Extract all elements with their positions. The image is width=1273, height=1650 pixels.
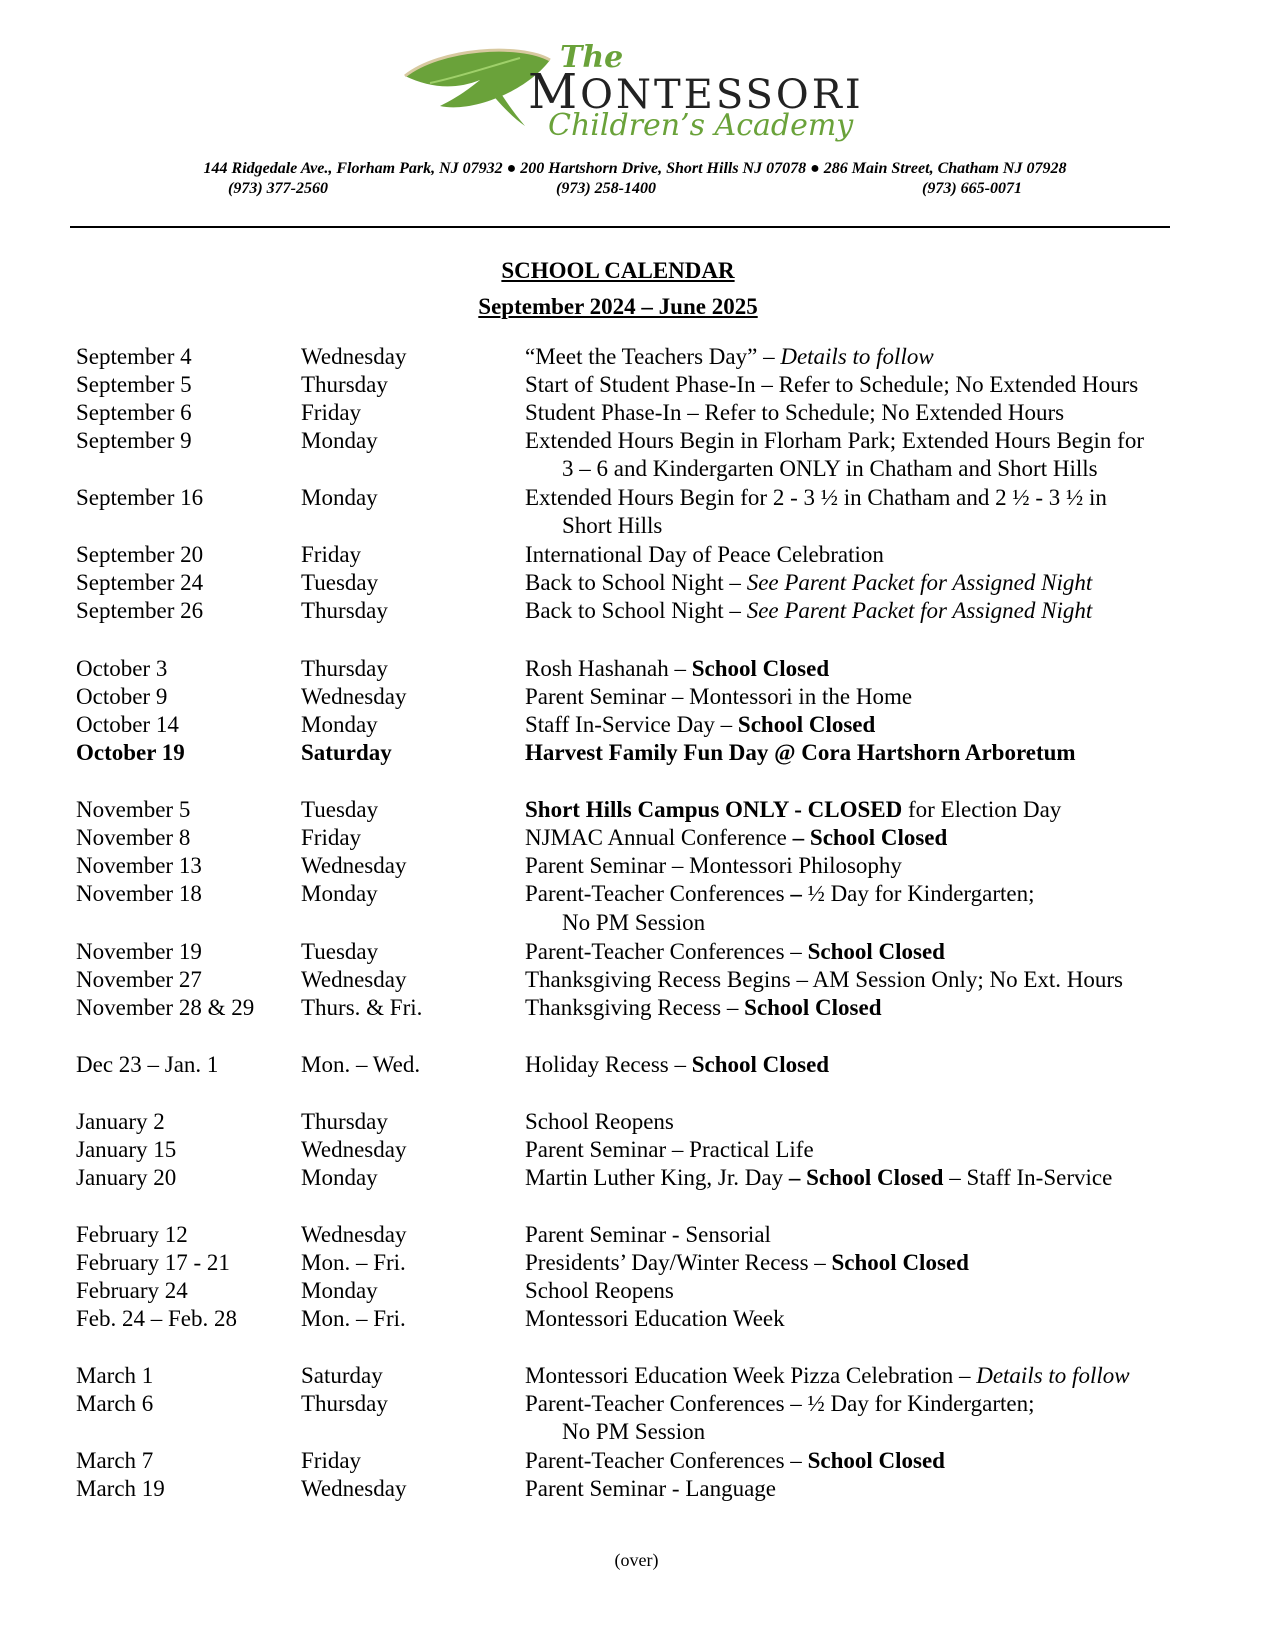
row-event xyxy=(525,937,945,966)
row-date: March 1 xyxy=(76,1363,154,1388)
event-text: Martin Luther King, Jr. Day xyxy=(525,1165,789,1190)
calendar-row-continuation xyxy=(0,454,1273,483)
row-date: September 9 xyxy=(76,428,192,453)
row-day: Thursday xyxy=(301,598,388,623)
row-event: Harvest Family Fun Day @ Cora Hartshorn Arboretum xyxy=(525,740,1076,765)
row-event xyxy=(525,1050,829,1079)
row-event: Extended Hours Begin for 2 - 3 ½ in Chatham and 2 ½ - 3 ½ in xyxy=(525,485,1107,510)
logo-montessori-initial: M xyxy=(528,64,581,120)
calendar-row xyxy=(0,1107,1273,1136)
row-event: School Reopens xyxy=(525,1278,674,1303)
row-date: January 20 xyxy=(76,1165,177,1190)
event-text-2: ½ Day for Kindergarten; xyxy=(801,881,1035,906)
calendar-row xyxy=(0,540,1273,569)
row-date: November 28 & 29 xyxy=(76,995,255,1020)
calendar-row xyxy=(0,654,1273,683)
row-day: Friday xyxy=(301,542,362,567)
event-text: for Election Day xyxy=(902,797,1062,822)
calendar-row xyxy=(0,710,1273,739)
calendar-row xyxy=(0,1135,1273,1164)
calendar-row xyxy=(0,879,1273,908)
calendar-row xyxy=(0,1163,1273,1192)
event-status: School Closed xyxy=(691,1052,830,1077)
page-title: SCHOOL CALENDAR xyxy=(501,258,735,283)
row-day: Thursday xyxy=(301,372,388,397)
calendar-row xyxy=(0,851,1273,880)
calendar-row-continuation xyxy=(0,511,1273,540)
row-event xyxy=(525,1446,945,1475)
calendar-row xyxy=(0,342,1273,371)
calendar-row xyxy=(0,993,1273,1022)
phone-numbers xyxy=(70,178,1200,200)
row-date: September 4 xyxy=(76,344,192,369)
row-event xyxy=(525,710,875,739)
row-date: February 24 xyxy=(76,1278,188,1303)
row-day: Wednesday xyxy=(301,1476,407,1501)
event-status: School Closed xyxy=(831,1250,969,1275)
row-event-continued: No PM Session xyxy=(562,910,706,935)
row-date: March 7 xyxy=(76,1448,154,1473)
row-day: Mon. – Wed. xyxy=(301,1052,421,1077)
row-date: Feb. 24 – Feb. 28 xyxy=(76,1306,237,1331)
logo-the: The xyxy=(560,40,624,75)
row-event: Student Phase-In – Refer to Schedule; No Extended Hours xyxy=(525,400,1065,425)
calendar-row xyxy=(0,1220,1273,1249)
row-event: Parent Seminar – Practical Life xyxy=(525,1137,814,1162)
row-event xyxy=(525,1361,1130,1390)
row-event: School Reopens xyxy=(525,1109,674,1134)
row-event xyxy=(525,1163,1112,1192)
row-date: September 5 xyxy=(76,372,192,397)
event-text: Thanksgiving Recess – xyxy=(525,995,745,1020)
row-date: January 15 xyxy=(76,1137,177,1162)
logo-childrens-academy: Children’s Academy xyxy=(548,108,854,143)
calendar-row xyxy=(0,1248,1273,1277)
row-day: Tuesday xyxy=(301,797,379,822)
row-day: Wednesday xyxy=(301,1137,407,1162)
row-day: Thursday xyxy=(301,1391,388,1416)
row-event: Parent Seminar – Montessori Philosophy xyxy=(525,853,902,878)
calendar-row xyxy=(0,1446,1273,1475)
phone-florham-park: (973) 377-2560 xyxy=(228,180,328,197)
calendar-row-continuation xyxy=(0,908,1273,937)
event-text: Back to School Night – xyxy=(525,570,747,595)
phone-chatham: (973) 665-0071 xyxy=(922,180,1022,197)
event-text: Montessori Education Week Pizza Celebration – xyxy=(525,1363,977,1388)
row-date: October 3 xyxy=(76,656,168,681)
row-date: March 6 xyxy=(76,1391,154,1416)
phone-short-hills: (973) 258-1400 xyxy=(556,180,656,197)
calendar-row xyxy=(0,738,1273,767)
row-day: Wednesday xyxy=(301,684,407,709)
event-status: – School Closed xyxy=(792,825,948,850)
event-status: School Closed xyxy=(807,1448,945,1473)
row-day: Thursday xyxy=(301,1109,388,1134)
row-day: Friday xyxy=(301,1448,362,1473)
row-date: February 12 xyxy=(76,1222,188,1247)
page-footer-over: (over) xyxy=(614,1550,659,1570)
row-event: Montessori Education Week xyxy=(525,1306,785,1331)
row-event: International Day of Peace Celebration xyxy=(525,542,884,567)
row-date: Dec 23 – Jan. 1 xyxy=(76,1052,219,1077)
address-block xyxy=(70,160,1200,200)
row-date: November 18 xyxy=(76,881,202,906)
event-text: Holiday Recess – xyxy=(525,1052,692,1077)
row-day: Wednesday xyxy=(301,344,407,369)
row-date: September 16 xyxy=(76,485,204,510)
academy-logo xyxy=(400,38,870,148)
event-dash: – xyxy=(790,881,802,906)
row-event xyxy=(525,342,934,371)
row-day: Thurs. & Fri. xyxy=(301,995,423,1020)
calendar-row xyxy=(0,568,1273,597)
row-day: Tuesday xyxy=(301,570,379,595)
event-note: Details to follow xyxy=(780,344,934,369)
row-date: September 24 xyxy=(76,570,204,595)
calendar-row xyxy=(0,483,1273,512)
row-day: Friday xyxy=(301,400,362,425)
row-date: October 14 xyxy=(76,712,179,737)
row-event: Parent-Teacher Conferences – ½ Day for Kindergarten; xyxy=(525,1391,1035,1416)
event-text: Parent-Teacher Conferences xyxy=(525,881,791,906)
calendar-row xyxy=(0,1304,1273,1333)
row-date: October 9 xyxy=(76,684,168,709)
event-text: NJMAC Annual Conference xyxy=(525,825,793,850)
calendar-row xyxy=(0,1474,1273,1503)
row-event: Start of Student Phase-In – Refer to Schedule; No Extended Hours xyxy=(525,372,1139,397)
row-event xyxy=(525,795,1061,824)
row-event xyxy=(525,823,947,852)
row-event: Thanksgiving Recess Begins – AM Session Only; No Ext. Hours xyxy=(525,967,1123,992)
row-event xyxy=(525,879,1035,908)
row-event xyxy=(525,596,1092,625)
row-day: Monday xyxy=(301,428,378,453)
row-date: September 26 xyxy=(76,598,204,623)
row-event: Parent Seminar - Sensorial xyxy=(525,1222,771,1247)
row-date: February 17 - 21 xyxy=(76,1250,230,1275)
row-event-continued: No PM Session xyxy=(562,1419,706,1444)
event-text: Parent-Teacher Conferences – xyxy=(525,939,808,964)
event-status: School Closed xyxy=(807,939,945,964)
row-date: November 8 xyxy=(76,825,191,850)
event-status: School Closed xyxy=(737,712,876,737)
row-day: Monday xyxy=(301,485,378,510)
row-day: Monday xyxy=(301,712,378,737)
calendar-row xyxy=(0,823,1273,852)
calendar-row xyxy=(0,1389,1273,1418)
event-status: School Closed xyxy=(744,995,882,1020)
row-day: Monday xyxy=(301,881,378,906)
row-event-continued: 3 – 6 and Kindergarten ONLY in Chatham and Short Hills xyxy=(562,456,1098,481)
calendar-row xyxy=(0,426,1273,455)
calendar-row xyxy=(0,398,1273,427)
event-text: “Meet the Teachers Day” – xyxy=(525,344,781,369)
event-text: Presidents’ Day/Winter Recess – xyxy=(525,1250,832,1275)
row-day: Saturday xyxy=(301,740,392,765)
row-day: Thursday xyxy=(301,656,388,681)
page-subtitle: September 2024 – June 2025 xyxy=(478,294,758,319)
event-text: Rosh Hashanah – xyxy=(525,656,692,681)
row-day: Friday xyxy=(301,825,362,850)
row-day: Monday xyxy=(301,1165,378,1190)
calendar-row xyxy=(0,370,1273,399)
header-divider xyxy=(70,226,1170,228)
event-text: Parent-Teacher Conferences – xyxy=(525,1448,808,1473)
row-date: September 6 xyxy=(76,400,192,425)
calendar-row xyxy=(0,682,1273,711)
calendar-row xyxy=(0,596,1273,625)
event-text: Staff In-Service Day – xyxy=(525,712,738,737)
row-event xyxy=(525,993,882,1022)
event-note: See Parent Packet for Assigned Night xyxy=(746,570,1093,595)
event-status: School Closed xyxy=(691,656,830,681)
event-note: Details to follow xyxy=(976,1363,1130,1388)
row-day: Mon. – Fri. xyxy=(301,1306,406,1331)
event-text-2: – Staff In-Service xyxy=(943,1165,1113,1190)
row-event: Extended Hours Begin in Florham Park; Extended Hours Begin for xyxy=(525,428,1144,453)
calendar-row xyxy=(0,1276,1273,1305)
event-note: See Parent Packet for Assigned Night xyxy=(746,598,1093,623)
row-event: Parent Seminar – Montessori in the Home xyxy=(525,684,913,709)
row-event xyxy=(525,568,1092,597)
row-day: Tuesday xyxy=(301,939,379,964)
row-day: Monday xyxy=(301,1278,378,1303)
event-status: Short Hills Campus ONLY - CLOSED xyxy=(525,797,903,822)
row-day: Saturday xyxy=(301,1363,383,1388)
calendar-row-continuation xyxy=(0,1417,1273,1446)
event-text: Back to School Night – xyxy=(525,598,747,623)
row-date: November 27 xyxy=(76,967,202,992)
address-line: 144 Ridgedale Ave., Florham Park, NJ 07932 ● 200 Hartshorn Drive, Short Hills NJ 07078 ● 286 Main Street, Chatham NJ 07928 xyxy=(203,160,1067,177)
event-status: – School Closed xyxy=(788,1165,944,1190)
row-date: September 20 xyxy=(76,542,204,567)
calendar-row xyxy=(0,795,1273,824)
row-day: Mon. – Fri. xyxy=(301,1250,406,1275)
row-event xyxy=(525,1248,969,1277)
row-date: November 5 xyxy=(76,797,191,822)
row-date: November 19 xyxy=(76,939,202,964)
calendar-row xyxy=(0,1361,1273,1390)
row-date: January 2 xyxy=(76,1109,165,1134)
row-date: March 19 xyxy=(76,1476,165,1501)
row-date: November 13 xyxy=(76,853,202,878)
calendar-row xyxy=(0,965,1273,994)
row-day: Wednesday xyxy=(301,1222,407,1247)
row-event: Parent Seminar - Language xyxy=(525,1476,776,1501)
row-date: October 19 xyxy=(76,740,185,765)
row-day: Wednesday xyxy=(301,853,407,878)
calendar-row xyxy=(0,1050,1273,1079)
row-day: Wednesday xyxy=(301,967,407,992)
calendar-row xyxy=(0,937,1273,966)
row-event xyxy=(525,654,829,683)
row-event-continued: Short Hills xyxy=(562,513,663,538)
logo-montessori-rest: ONTESSORI xyxy=(580,72,864,118)
